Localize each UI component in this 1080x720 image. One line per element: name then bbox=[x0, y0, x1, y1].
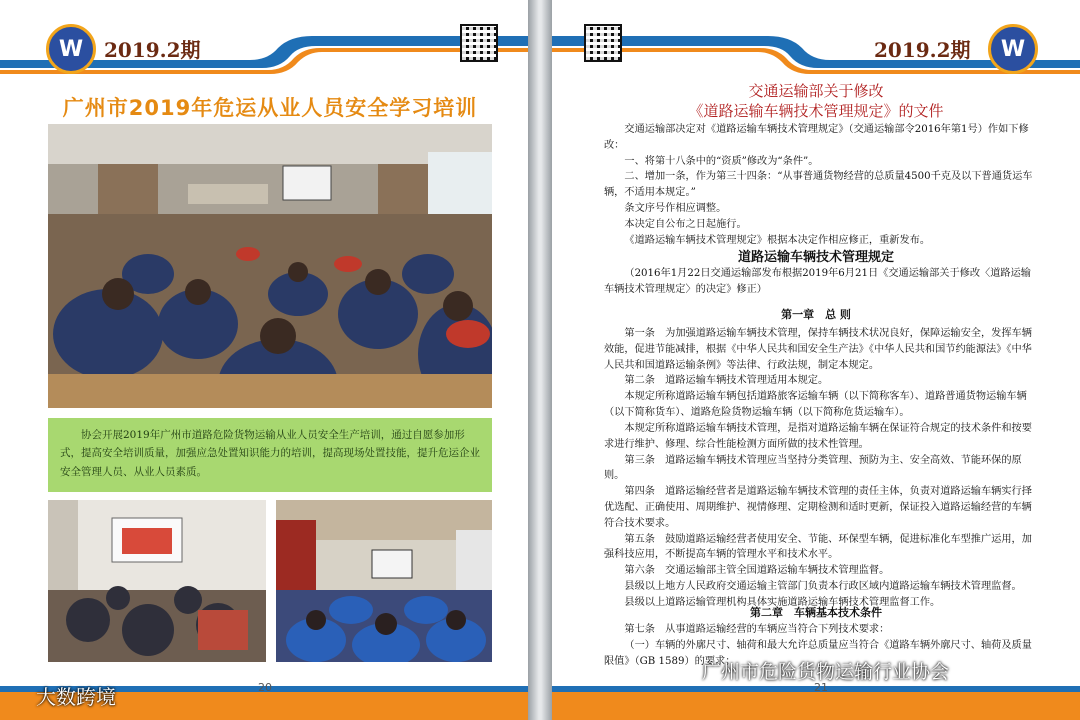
regulation-note-text: （2016年1月22日交通运输部发布根据2019年6月21日《交通运输部关于修改〈道路运输车辆技术管理规定〉的决定》修正） bbox=[604, 268, 1031, 295]
association-logo: W bbox=[46, 24, 96, 74]
article-paragraph: 本规定所称道路运输车辆包括道路旅客运输车辆（以下简称客车）、道路普通货物运输车辆（以下简称货车）、道路危险货物运输车辆（以下简称危货运输车）。 bbox=[604, 391, 1027, 419]
chapter-1-heading: 第一章 总 则 bbox=[781, 308, 851, 321]
article-paragraph: 第六条 交通运输部主管全国道路运输车辆技术管理监督。 bbox=[624, 565, 890, 577]
article-paragraph: 第四条 道路运输经营者是道路运输车辆技术管理的责任主体，负责对道路运输车辆实行择优选配、正确使用、周期维护、视情修理、定期检测和适时更新，保证投入道路运输经营的车辆符合技术要求。 bbox=[604, 486, 1032, 529]
regulation-title: 道路运输车辆技术管理规定 bbox=[737, 250, 894, 265]
qr-code bbox=[586, 26, 620, 60]
intro-block bbox=[604, 122, 1034, 249]
right-page bbox=[552, 0, 1080, 720]
left-page bbox=[0, 0, 528, 720]
summary-text: 协会开展2019年广州市道路危险货物运输从业人员安全生产培训，通过自愿参加形式，提高安全培训质量，加强应急处置知识能力的培训，提高现场处置技能，提升危运企业安全管理人员、从业人员素质。 bbox=[48, 418, 492, 492]
intro-paragraph: 一、将第十八条中的“资质”修改为“条件”。 bbox=[624, 155, 819, 167]
chapter-2-heading: 第二章 车辆基本技术条件 bbox=[750, 606, 882, 619]
article-paragraph: 县级以上道路运输管理机构具体实施道路运输车辆技术管理监督工作。 bbox=[624, 596, 941, 608]
issue-label: 2019.2期 bbox=[874, 38, 971, 62]
qr-code bbox=[462, 26, 496, 60]
article-paragraph: 本规定所称道路运输车辆技术管理，是指对道路运输车辆在保证符合规定的技术条件和按要求进行维护、修理、综合性能检测方面所做的技术性管理。 bbox=[604, 422, 1032, 450]
intro-paragraph: 《道路运输车辆技术管理规定》根据本决定作相应修正，重新发布。 bbox=[624, 234, 931, 246]
intro-paragraph: 二、增加一条，作为第三十四条：“从事普通货物经营的总质量4500千克及以下普通货运车辆，不适用本规定。” bbox=[604, 171, 1033, 199]
association-logo: W bbox=[988, 24, 1038, 74]
watermark-left: 大数跨境 bbox=[36, 685, 116, 709]
regulation-note bbox=[604, 266, 1034, 298]
intro-paragraph: 本决定自公布之日起施行。 bbox=[624, 218, 747, 230]
intro-paragraph: 条文序号作相应调整。 bbox=[624, 203, 727, 215]
article-paragraph: 第五条 鼓励道路运输经营者使用安全、节能、环保型车辆，促进标准化车型推广运用，加强科技应用，不断提高车辆的管理水平和技术水平。 bbox=[604, 533, 1032, 561]
article-paragraph: 县级以上地方人民政府交通运输主管部门负责本行政区域内道路运输车辆技术管理监督。 bbox=[624, 581, 1022, 592]
article-paragraph: 第二条 道路运输车辆技术管理适用本规定。 bbox=[624, 375, 829, 387]
article-paragraph: 第三条 道路运输车辆技术管理应当坚持分类管理、预防为主、安全高效、节能环保的原则。 bbox=[604, 454, 1022, 482]
page-gutter bbox=[528, 0, 552, 720]
watermark-right: 广州市危险货物运输行业协会 bbox=[702, 661, 950, 683]
article-paragraph: 第七条 从事道路运输经营的车辆应当符合下列技术要求： bbox=[624, 624, 890, 635]
page-number-left: 20 bbox=[258, 681, 272, 694]
doc-title-line1: 交通运输部关于修改 bbox=[748, 82, 884, 100]
article-paragraph: （一）车辆的外廓尺寸、轴荷和最大允许总质量应当符合《道路车辆外廓尺寸、轴荷及质量限值》（GB 1589）的要求； bbox=[604, 639, 1032, 667]
article-paragraph: 第一条 为加强道路运输车辆技术管理，保持车辆技术状况良好，保障运输安全，发挥车辆效能，促进节能减排，根据《中华人民共和国安全生产法》《中华人民共和国节约能源法》《中华人民共和国道路运输条例》等法律、行政法规，制定本规定。 bbox=[604, 328, 1032, 371]
doc-title-line2: 《道路运输车辆技术管理规定》的文件 bbox=[688, 102, 944, 120]
chapter-1-body bbox=[604, 326, 1034, 611]
training-photo-main bbox=[48, 124, 492, 408]
intro-paragraph: 交通运输部决定对《道路运输车辆技术管理规定》（交通运输部令2016年第1号）作如下修改： bbox=[604, 124, 1029, 151]
page-number-right: 21 bbox=[814, 681, 828, 694]
page-title: 广州市2019年危运从业人员安全学习培训 bbox=[62, 96, 478, 120]
training-photo-right bbox=[276, 500, 492, 662]
issue-label: 2019.2期 bbox=[104, 38, 201, 62]
training-photo-left bbox=[48, 500, 266, 662]
